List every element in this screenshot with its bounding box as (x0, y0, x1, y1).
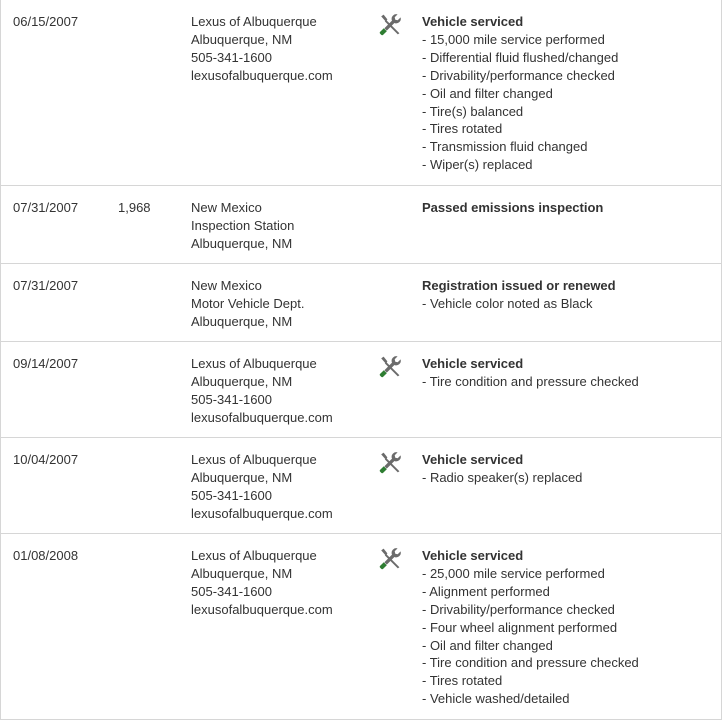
wrench-screwdriver-icon (378, 546, 402, 570)
history-record (0, 534, 722, 720)
detail-item: - Tire condition and pressure checked (422, 373, 639, 389)
record-source (191, 547, 333, 619)
record-date: 09/14/2007 (13, 356, 79, 371)
record-source (191, 451, 333, 523)
history-record (0, 264, 722, 342)
detail-item: - Differential fluid flushed/changed (422, 49, 619, 65)
record-details (422, 355, 639, 391)
wrench-screwdriver-icon (378, 12, 402, 36)
detail-item: - Drivability/performance checked (422, 601, 615, 617)
record-title: Passed emissions inspection (422, 200, 604, 215)
wrench-screwdriver-icon (378, 450, 402, 474)
detail-item: - Vehicle color noted as Black (422, 295, 593, 311)
source-phone: 505-341-1600 (191, 391, 272, 407)
wrench-screwdriver-icon (378, 354, 402, 378)
record-date: 10/04/2007 (13, 452, 79, 467)
history-record (0, 438, 722, 534)
detail-item: - 15,000 mile service performed (422, 31, 605, 47)
record-date: 01/08/2008 (13, 548, 79, 563)
record-details (422, 547, 639, 708)
record-date: 07/31/2007 (13, 200, 79, 215)
source-name: New Mexico (191, 278, 262, 293)
record-date: 07/31/2007 (13, 278, 79, 293)
source-website: lexusofalbuquerque.com (191, 67, 333, 83)
source-website: lexusofalbuquerque.com (191, 601, 333, 617)
record-title: Vehicle serviced (422, 548, 524, 563)
record-details (422, 199, 603, 217)
detail-item: - Oil and filter changed (422, 85, 553, 101)
record-source (191, 13, 333, 85)
detail-item: - Tire condition and pressure checked (422, 655, 639, 671)
source-location: Albuquerque, NM (191, 235, 293, 251)
record-details (422, 13, 618, 174)
source-location: Albuquerque, NM (191, 31, 293, 47)
record-details (422, 451, 582, 487)
record-details (422, 277, 616, 313)
source-phone: 505-341-1600 (191, 49, 272, 65)
detail-item: - Alignment performed (422, 583, 550, 599)
source-name-line2: Motor Vehicle Dept. (191, 295, 305, 311)
detail-item: - Four wheel alignment performed (422, 619, 618, 635)
detail-item: - Vehicle washed/detailed (422, 691, 570, 707)
history-record (0, 342, 722, 438)
source-location: Albuquerque, NM (191, 373, 293, 389)
source-website: lexusofalbuquerque.com (191, 505, 333, 521)
source-name: Lexus of Albuquerque (191, 548, 317, 563)
record-title: Vehicle serviced (422, 14, 524, 29)
detail-item: - Tires rotated (422, 673, 503, 689)
detail-item: - Drivability/performance checked (422, 67, 615, 83)
history-record (0, 0, 722, 186)
source-phone: 505-341-1600 (191, 583, 272, 599)
detail-item: - Wiper(s) replaced (422, 157, 533, 173)
record-odometer: 1,968 (118, 200, 151, 215)
detail-item: - Tire(s) balanced (422, 103, 524, 119)
history-record (0, 186, 722, 264)
source-name: Lexus of Albuquerque (191, 356, 317, 371)
source-name: Lexus of Albuquerque (191, 452, 317, 467)
source-website: lexusofalbuquerque.com (191, 409, 333, 425)
record-title: Vehicle serviced (422, 452, 524, 467)
detail-item: - Tires rotated (422, 121, 503, 137)
source-phone: 505-341-1600 (191, 487, 272, 503)
detail-item: - Transmission fluid changed (422, 139, 588, 155)
source-location: Albuquerque, NM (191, 565, 293, 581)
detail-item: - 25,000 mile service performed (422, 565, 605, 581)
record-source (191, 277, 304, 331)
source-location: Albuquerque, NM (191, 313, 293, 329)
source-location: Albuquerque, NM (191, 469, 293, 485)
source-name: New Mexico (191, 200, 262, 215)
source-name: Lexus of Albuquerque (191, 14, 317, 29)
record-title: Vehicle serviced (422, 356, 524, 371)
source-name-line2: Inspection Station (191, 217, 295, 233)
record-date: 06/15/2007 (13, 14, 79, 29)
detail-item: - Radio speaker(s) replaced (422, 469, 583, 485)
record-source (191, 355, 333, 427)
detail-item: - Oil and filter changed (422, 637, 553, 653)
record-title: Registration issued or renewed (422, 278, 616, 293)
record-source (191, 199, 294, 253)
